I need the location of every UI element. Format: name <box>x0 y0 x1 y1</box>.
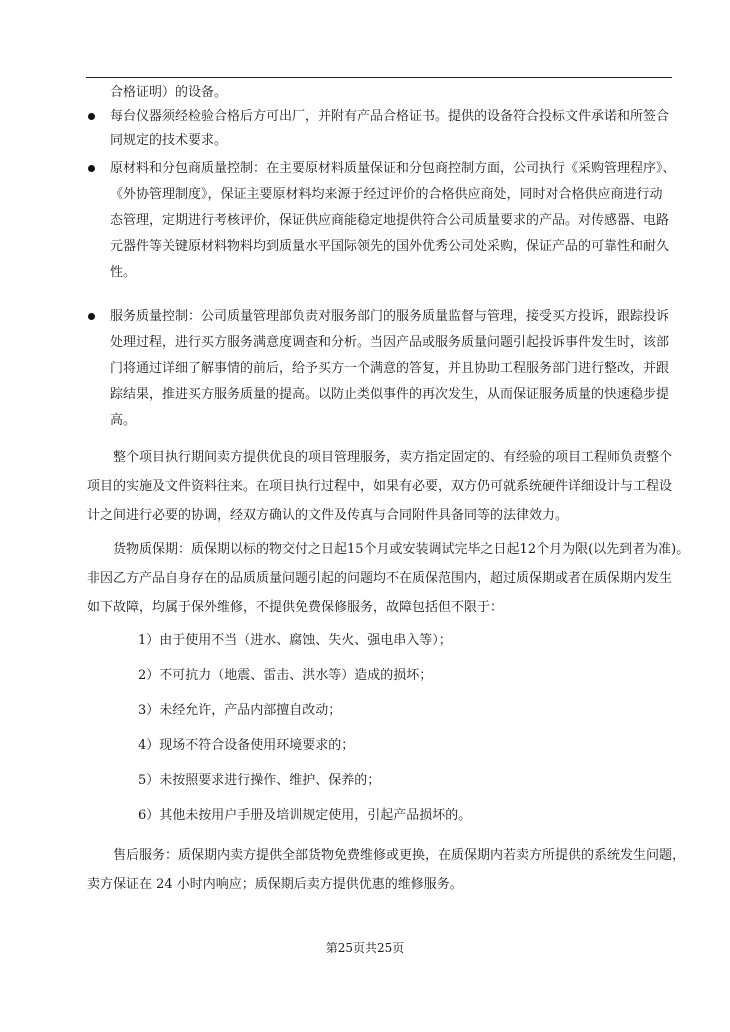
bullet-icon <box>88 113 95 120</box>
text-line: 态管理，定期进行考核评价，保证供应商能稳定地提供符合公司质量要求的产品。对传感器、电路 <box>110 213 670 228</box>
list-item: 4）现场不符合设备使用环境要求的； <box>138 738 355 753</box>
page-footer: 第25页共25页 <box>325 941 405 955</box>
text-line: 售后服务：质保期内卖方提供全部货物免费维修或更换，在质保期内若卖方所提供的系统发生问题， <box>113 848 686 863</box>
text-line: 项目的实施及文件资料往来。在项目执行过程中，如果有必要，双方仍可就系统硬件详细设计与工程设 <box>87 479 673 494</box>
text-line: 货物质保期：质保期以标的物交付之日起15个月或安装调试完毕之日起12个月为限(以先到者为准)。 <box>113 542 690 557</box>
text-line: 服务质量控制：公司质量管理部负责对服务部门的服务质量监督与管理，接受买方投诉，跟踪投诉 <box>110 309 670 324</box>
text-line: 门将通过详细了解事情的前后，给予买方一个满意的答复，并且协助工程服务部门进行整改，并跟 <box>110 361 670 376</box>
text-line: 整个项目执行期间卖方提供优良的项目管理服务，卖方指定固定的、有经验的项目工程师负责整个 <box>113 450 673 465</box>
list-item: 5）未按照要求进行操作、维护、保养的； <box>138 773 381 788</box>
text-line: 元器件等关键原材料物料均到质量水平国际领先的国外优秀公司处采购，保证产品的可靠性和耐久 <box>110 239 670 254</box>
text-line: 处理过程，进行买方服务满意度调查和分析。当因产品或服务质量问题引起投诉事件发生时，该部 <box>110 335 670 350</box>
list-item: 3）未经允许，产品内部擅自改动； <box>138 703 342 718</box>
text-line: 同规定的技术要求。 <box>110 133 228 148</box>
text-line: 高。 <box>110 413 137 428</box>
list-item: 1）由于使用不当（进水、腐蚀、失火、强电串入等）； <box>138 633 452 648</box>
text-line: 如下故障，均属于保外维修，不提供免费保修服务，故障包括但不限于： <box>87 600 504 615</box>
list-item: 2）不可抗力（地震、雷击、洪水等）造成的损坏； <box>138 668 433 683</box>
text-line: 每台仪器须经检验合格后方可出厂，并附有产品合格证书。提供的设备符合投标文件承诺和所签合 <box>110 109 670 124</box>
text-line: 原材料和分包商质量控制：在主要原材料质量保证和分包商控制方面，公司执行《采购管理程序》、 <box>110 161 676 176</box>
list-item: 6）其他未按用户手册及培训规定使用，引起产品损坏的。 <box>138 808 472 823</box>
bullet-icon <box>88 165 95 172</box>
header-rule <box>86 77 672 78</box>
text-line: 合格证明）的设备。 <box>110 85 228 100</box>
text-line: 性。 <box>110 265 137 280</box>
text-line: 计之间进行必要的协调，经双方确认的文件及传真与合同附件具备同等的法律效力。 <box>87 508 569 523</box>
text-line: 非因乙方产品自身存在的品质质量问题引起的问题均不在质保范围内，超过质保期或者在质保期内发生 <box>87 571 673 586</box>
text-line: 卖方保证在 24 小时内响应；质保期后卖方提供优惠的维修服务。 <box>87 877 463 892</box>
text-line: 踪结果，推进买方服务质量的提高。以防止类似事件的再次发生，从而保证服务质量的快速稳步提 <box>110 387 670 402</box>
text-line: 《外协管理制度》，保证主要原材料均来源于经过评价的合格供应商处，同时对合格供应商进行动 <box>110 187 663 202</box>
bullet-icon <box>88 313 95 320</box>
